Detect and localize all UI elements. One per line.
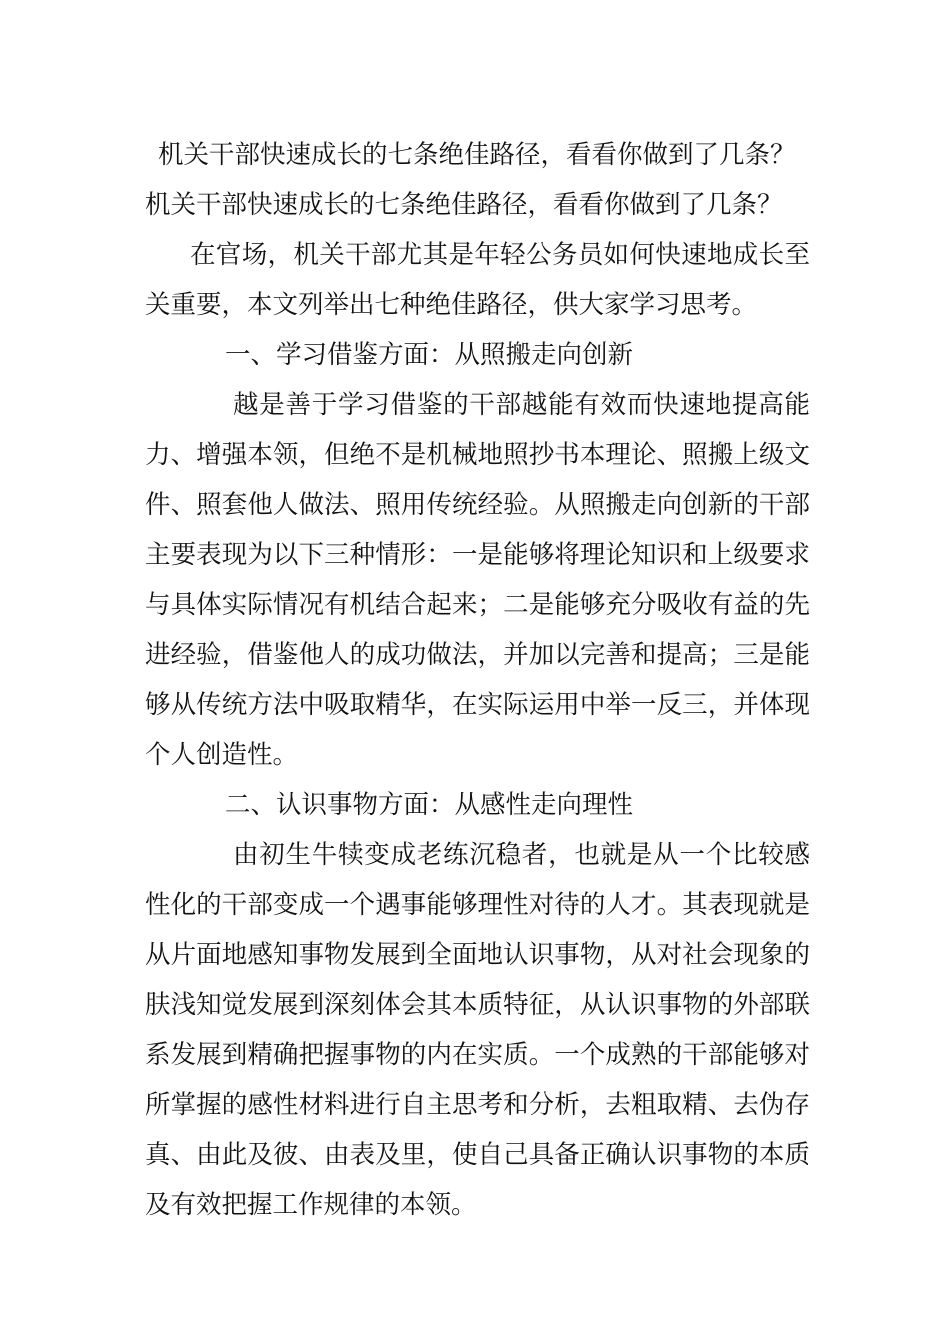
document-title-repeat: 机关干部快速成长的七条绝佳路径，看看你做到了几条？ <box>145 190 783 220</box>
section-heading: 二、认识事物方面：从感性走向理性 <box>225 790 634 820</box>
section-heading: 一、学习借鉴方面：从照搬走向创新 <box>225 340 634 370</box>
section-body: 由初生牛犊变成老练沉稳者，也就是从一个比较感性化的干部变成一个遇事能够理性对待的人才。其表现就是从片面地感知事物发展到全面地认识事物，从对社会现象的肤浅知觉发展到深刻体会其本质特征，从认识事物的外部联系发展到精确把握事物的内在实质。一个成熟的干部能够对所掌握的感性材料进行自主思考和分析，去粗取精、去伪存真、由此及彼、由表及里，使自己具备正确认识事物的本质及有效把握工作规律的本领。 <box>145 840 810 1220</box>
document-title: 机关干部快速成长的七条绝佳路径，看看你做到了几条？ <box>158 140 796 170</box>
intro-paragraph: 在官场，机关干部尤其是年轻公务员如何快速地成长至关重要，本文列举出七种绝佳路径，供大家学习思考。 <box>145 240 810 320</box>
section-body: 越是善于学习借鉴的干部越能有效而快速地提高能力、增强本领，但绝不是机械地照抄书本理论、照搬上级文件、照套他人做法、照用传统经验。从照搬走向创新的干部主要表现为以下三种情形：一是能够将理论知识和上级要求与具体实际情况有机结合起来；二是能够充分吸收有益的先进经验，借鉴他人的成功做法，并加以完善和提高；三是能够从传统方法中吸取精华，在实际运用中举一反三，并体现个人创造性。 <box>145 390 810 770</box>
document-page <box>145 130 810 1230</box>
